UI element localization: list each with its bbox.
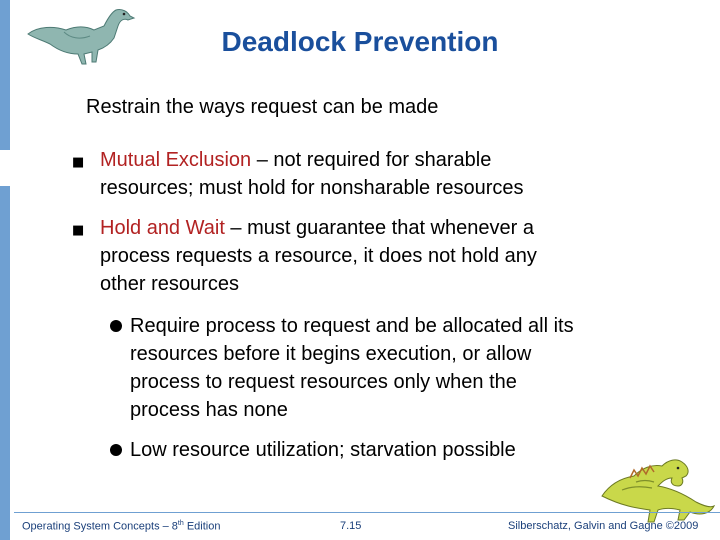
subbullet-line: process to request resources only when the [130,371,517,393]
bullet-term: Mutual Exclusion [100,149,252,171]
subbullet-text [110,312,690,424]
footer-book-title: Operating System Concepts – 8 [22,520,178,533]
bullet-hold-and-wait [72,214,692,298]
square-bullet-icon: ■ [72,155,85,170]
left-accent-bar [0,0,10,540]
left-accent-gap [0,150,10,186]
bullet-line-3: other resources [100,273,239,295]
dinosaur-illustration-icon [592,456,718,526]
footer-left [22,520,220,533]
footer-edition-sup: th [177,520,184,527]
bullet-term: Hold and Wait [100,217,225,239]
bullet-line-2: process requests a resource, it does not hold any [100,245,537,267]
footer-authors: Silberschatz, Galvin and Gagne ©2009 [508,520,699,532]
subbullet-require-allocation [110,312,690,424]
square-bullet-icon: ■ [72,223,85,238]
footer-edition: Edition [183,520,221,533]
subbullet-line: Low resource utilization; starvation possible [130,439,516,461]
bullet-text [72,146,692,202]
slide-title: Deadlock Prevention [221,26,499,57]
subbullet-line: process has none [130,399,288,421]
bullet-text [72,214,692,298]
subbullet-line: Require process to request and be allocated all its [130,315,574,337]
slide-subtitle: Restrain the ways request can be made [86,96,439,118]
round-bullet-icon [110,320,122,332]
bullet-line-1: – must guarantee that whenever a [224,217,534,239]
round-bullet-icon [110,444,122,456]
footer-divider [14,512,720,513]
subbullet-line: resources before it begins execution, or allow [130,343,532,365]
bullet-line-1: – not required for sharable [251,149,492,171]
bullet-mutual-exclusion [72,146,692,202]
bullet-line-2: resources; must hold for nonsharable resources [100,177,524,199]
footer-page-number: 7.15 [340,520,362,532]
